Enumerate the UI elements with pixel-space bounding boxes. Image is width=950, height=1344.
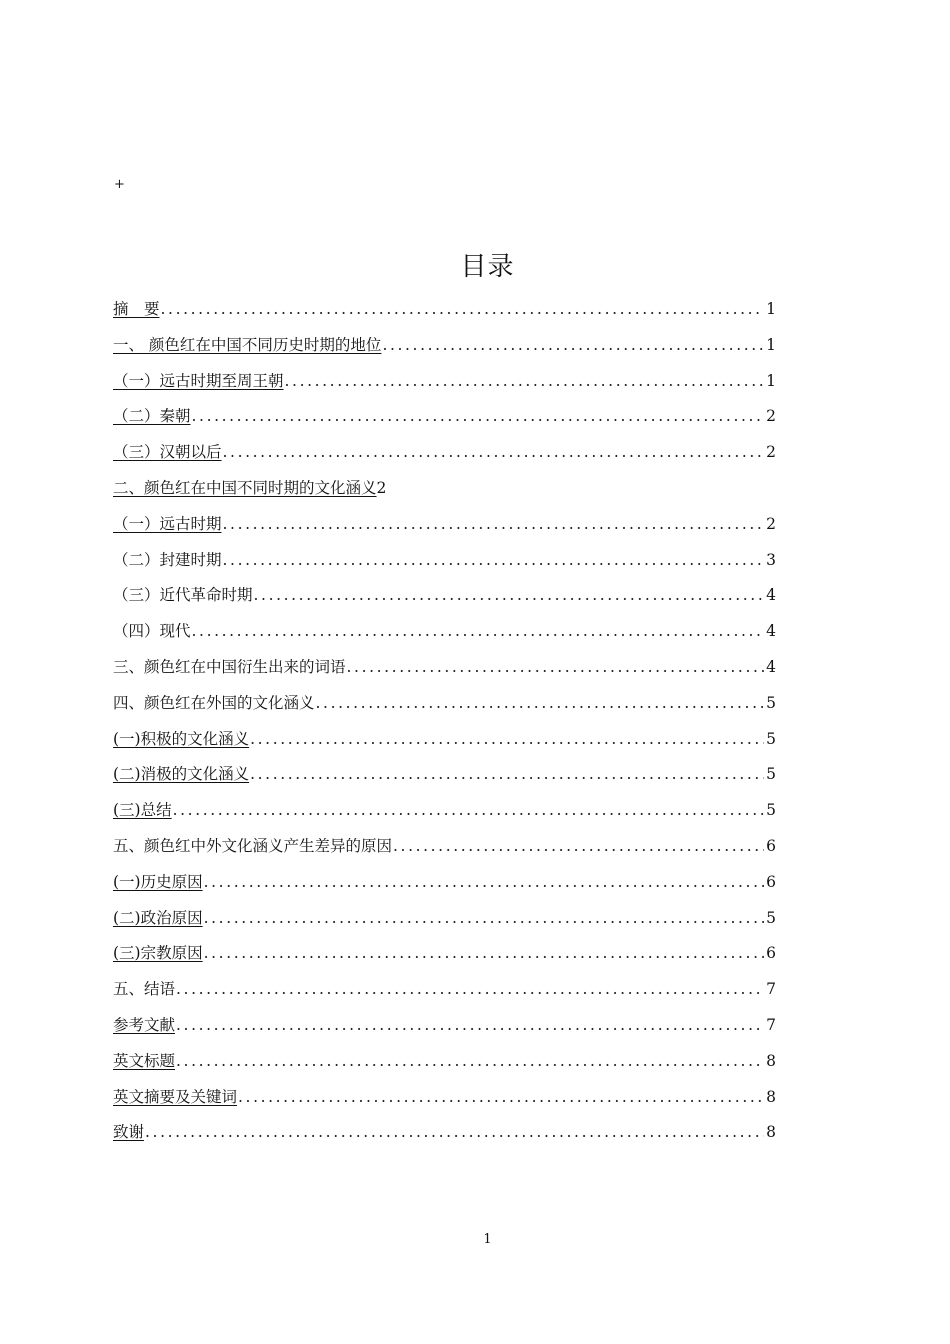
toc-entry[interactable] — [113, 722, 776, 758]
toc-entry-page: 4 — [766, 622, 776, 641]
toc-leader-dots — [223, 507, 765, 543]
toc-entry-label: （三）近代革命时期 — [113, 586, 253, 605]
toc-entry-label: 致谢 — [113, 1123, 145, 1142]
toc-entry-page: 2 — [766, 407, 776, 426]
page-number: 1 — [483, 1232, 492, 1247]
toc-entry-label: 英文标题 — [113, 1051, 176, 1070]
toc-leader-dots — [192, 399, 765, 435]
toc-entry[interactable] — [113, 364, 776, 400]
toc-entry-label: (一)历史原因 — [113, 872, 203, 891]
toc-entry-label: (二)消极的文化涵义 — [113, 765, 250, 784]
toc-entry-page: 8 — [766, 1051, 776, 1070]
toc-entry-label: （二）封建时期 — [113, 550, 222, 569]
toc-entry-label: 三、颜色红在中国衍生出来的词语 — [113, 657, 346, 676]
toc-entry[interactable] — [113, 1044, 776, 1080]
toc-entry-page: 6 — [766, 836, 776, 855]
toc-entry-label: （一）远古时期至周王朝 — [113, 371, 284, 390]
toc-entry-label: 摘 要 — [113, 300, 160, 318]
toc-entry-page: 1 — [766, 300, 776, 318]
toc-entry-page: 7 — [766, 1015, 776, 1034]
toc-entry[interactable] — [113, 757, 776, 793]
toc-entry-label: 参考文献 — [113, 1015, 176, 1034]
toc-entry[interactable] — [113, 328, 776, 364]
toc-leader-dots — [145, 1115, 764, 1151]
toc-leader-dots — [223, 435, 765, 471]
toc-entry-page: 4 — [766, 586, 776, 605]
toc-leader-dots — [316, 686, 765, 722]
toc-entry[interactable] — [113, 507, 776, 543]
toc-entry-page: 8 — [766, 1123, 776, 1142]
toc-leader-dots — [161, 292, 765, 328]
toc-entry-label: （三）汉朝以后 — [113, 443, 222, 462]
toc-entry[interactable] — [113, 865, 776, 901]
toc-leader-dots — [250, 757, 764, 793]
toc-entry-label: （四）现代 — [113, 622, 191, 641]
toc-entry-label: 一、 颜色红在中国不同历史时期的地位 — [113, 335, 382, 354]
toc-entry-page: 5 — [766, 765, 776, 784]
toc-entry-page: 6 — [766, 872, 776, 891]
toc-entry[interactable] — [113, 1115, 776, 1151]
toc-entry[interactable] — [113, 936, 776, 972]
toc-entry-page: 5 — [766, 729, 776, 748]
toc-entry[interactable] — [113, 471, 776, 507]
toc-leader-dots — [176, 972, 764, 1008]
toc-entry-label: 二、颜色红在中国不同时期的文化涵义 — [113, 478, 377, 497]
toc-entry[interactable] — [113, 399, 776, 435]
toc-leader-dots — [204, 865, 765, 901]
toc-leader-dots — [192, 614, 765, 650]
toc-entry-page: 3 — [766, 550, 776, 569]
toc-entry-label: (二)政治原因 — [113, 908, 203, 927]
toc-entry-page: 8 — [766, 1087, 776, 1106]
toc-entry — [113, 543, 776, 579]
toc-entry-label: (三)宗教原因 — [113, 944, 203, 963]
toc-entry-page: 2 — [766, 514, 776, 533]
toc-entry — [113, 614, 776, 650]
toc-entry-label: 英文摘要及关键词 — [113, 1087, 238, 1106]
toc-leader-dots — [176, 1044, 764, 1080]
toc-entry[interactable] — [113, 292, 776, 328]
toc-entry-label: (三)总结 — [113, 801, 172, 820]
toc-leader-dots — [204, 901, 765, 937]
toc-entry-page: 1 — [766, 335, 776, 354]
toc-entry — [113, 972, 776, 1008]
toc-leader-dots — [382, 328, 764, 364]
toc-entry[interactable] — [113, 1008, 776, 1044]
toc-entry-label: (一)积极的文化涵义 — [113, 729, 250, 748]
toc-entry — [113, 650, 776, 686]
toc-entry — [113, 686, 776, 722]
toc-entry-page: 5 — [766, 801, 776, 820]
toc-leader-dots — [347, 650, 765, 686]
toc-leader-dots — [173, 793, 765, 829]
toc-entry-page: 4 — [766, 657, 776, 676]
toc-leader-dots — [254, 578, 765, 614]
toc-entry-page: 5 — [766, 693, 776, 712]
toc-entry[interactable] — [113, 1080, 776, 1116]
toc-entry-label: （二）秦朝 — [113, 407, 191, 426]
toc-leader-dots — [393, 829, 764, 865]
toc-leader-dots — [176, 1008, 764, 1044]
toc-leader-dots — [238, 1080, 764, 1116]
toc-entry-label: 五、颜色红中外文化涵义产生差异的原因 — [113, 836, 393, 855]
toc-entry-page: 5 — [766, 908, 776, 927]
toc-leader-dots — [204, 936, 765, 972]
toc-entry[interactable] — [113, 435, 776, 471]
toc-entry-label: （一）远古时期 — [113, 514, 222, 533]
toc-entry — [113, 578, 776, 614]
toc-entry[interactable] — [113, 793, 776, 829]
toc-entry — [113, 829, 776, 865]
toc-entry-page: 6 — [766, 944, 776, 963]
toc-entry-page: 7 — [766, 980, 776, 999]
toc-leader-dots — [250, 722, 764, 758]
toc-entry-page: 1 — [766, 371, 776, 390]
toc-entry-label: 四、颜色红在外国的文化涵义 — [113, 693, 315, 712]
toc-entry-page: 2 — [766, 443, 776, 462]
toc-entry-label: 五、结语 — [113, 980, 176, 999]
toc-entry[interactable] — [113, 901, 776, 937]
toc-entry-page: 2 — [376, 478, 387, 497]
header-mark: + — [114, 177, 125, 192]
toc-leader-dots — [285, 364, 765, 400]
table-of-contents — [113, 292, 776, 1151]
toc-leader-dots — [223, 543, 765, 579]
page-title: 目录 — [460, 252, 515, 282]
